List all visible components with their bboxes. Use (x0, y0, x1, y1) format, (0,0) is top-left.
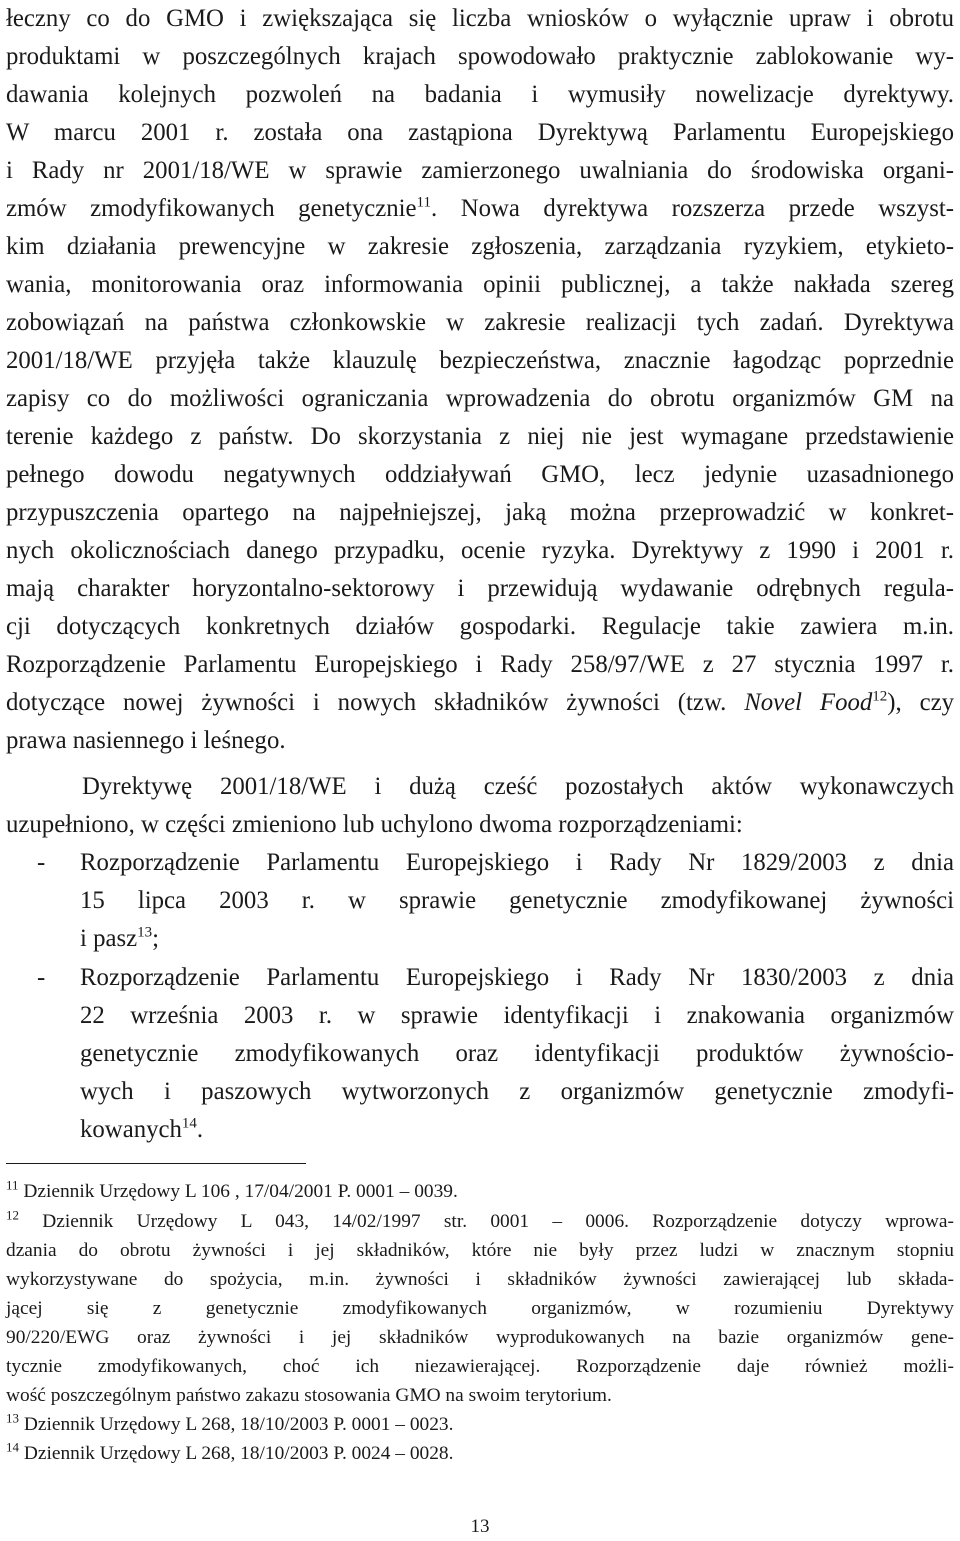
body-text-line: 2001/18/WE przyjęła także klauzulę bezpieczeństwa, znacznie łagodząc poprzednie (6, 347, 954, 374)
footnote-reference: 11 (416, 194, 431, 211)
footnote-number: 11 (6, 1177, 19, 1193)
footnote-reference: 14 (181, 1115, 197, 1132)
footnote-reference: 12 (872, 688, 888, 705)
footnote-line: 90/220/EWG oraz żywności i jej składników wyprodukowanych na bazie organizmów gene- (6, 1327, 954, 1348)
text-segment: ; (152, 925, 160, 952)
list-item-line: 22 września 2003 r. w sprawie identyfikacji i znakowania organizmów (80, 1002, 954, 1029)
footnote-13 (6, 1410, 954, 1437)
footnote-text: Dziennik Urzędowy L 268, 18/10/2003 P. 0024 – 0028. (19, 1443, 454, 1464)
body-text-line: przypuszczenia opartego na najpełniejszej, jaką można przeprowadzić w konkret- (6, 499, 954, 526)
footnote-11 (6, 1177, 954, 1204)
body-text-line: zapisy co do możliwości ograniczania wprowadzenia do obrotu organizmów GM na (6, 385, 954, 412)
body-text-line: W marcu 2001 r. została ona zastąpiona Dyrektywą Parlamentu Europejskiego (6, 119, 954, 146)
body-text-line: wania, monitorowania oraz informowania opinii publicznej, a także nakłada szereg (6, 271, 954, 298)
list-item-line: 15 lipca 2003 r. w sprawie genetycznie zmodyfikowanej żywności (80, 887, 954, 914)
body-text-line: prawa nasiennego i leśnego. (6, 727, 286, 754)
footnote-line: dzania do obrotu żywności i jej składników, które nie były przez ludzi w znacznym stopniu (6, 1240, 954, 1261)
text-segment: dotyczące nowej żywności i nowych składników żywności (tzw. (6, 689, 745, 716)
body-text-line: kim działania prewencyjne w zakresie zgłoszenia, zarządzania ryzykiem, etykieto- (6, 233, 954, 260)
body-text-line (6, 194, 954, 224)
footnote-separator (6, 1163, 306, 1164)
footnote-line: wykorzystywane do spożycia, m.in. żywności i składników żywności zawierającej lub składa- (6, 1269, 954, 1290)
body-text-line: produktami w poszczególnych krajach spowodowało praktycznie zablokowanie wy- (6, 43, 954, 70)
body-text-line: Rozporządzenie Parlamentu Europejskiego i Rady 258/97/WE z 27 stycznia 1997 r. (6, 651, 954, 678)
list-item-line: Rozporządzenie Parlamentu Europejskiego i Rady Nr 1829/2003 z dnia (80, 849, 954, 876)
body-text-line: uzupełniono, w części zmieniono lub uchylono dwoma rozporządzeniami: (6, 811, 743, 838)
footnote-number: 12 (6, 1207, 19, 1223)
footnote-text: Dziennik Urzędowy L 043, 14/02/1997 str. 0001 – 0006. Rozporządzenie dotyczy wprowa- (19, 1211, 954, 1232)
footnote-12 (6, 1207, 954, 1234)
body-text-line: Dyrektywę 2001/18/WE i dużą cześć pozostałych aktów wykonawczych (82, 773, 954, 800)
list-item-line (80, 1115, 954, 1145)
footnote-text: Dziennik Urzędowy L 268, 18/10/2003 P. 0001 – 0023. (19, 1414, 454, 1435)
text-segment: kowanych (80, 1116, 182, 1143)
body-text-line: nych okolicznościach danego przypadku, ocenie ryzyka. Dyrektywy z 1990 i 2001 r. (6, 537, 954, 564)
footnote-line: tycznie zmodyfikowanych, choć ich niezawierającej. Rozporządzenie daje również możli- (6, 1356, 954, 1377)
body-text-line: łeczny co do GMO i zwiększająca się liczba wniosków o wyłącznie upraw i obrotu (6, 5, 954, 32)
text-segment: ), czy (887, 689, 955, 716)
list-item-line: Rozporządzenie Parlamentu Europejskiego i Rady Nr 1830/2003 z dnia (80, 964, 954, 991)
footnote-number: 13 (6, 1410, 19, 1426)
list-bullet: - (37, 849, 46, 876)
body-text-line: terenie każdego z państw. Do skorzystania z niej nie jest wymagane przedstawienie (6, 423, 954, 450)
list-item-line: wych i paszowych wytworzonych z organizmów genetycznie zmodyfi- (80, 1078, 954, 1105)
body-text-line: dawania kolejnych pozwoleń na badania i wymusiły nowelizacje dyrektywy. (6, 81, 954, 108)
body-text-line (6, 688, 954, 718)
footnote-line: jącej się z genetycznie zmodyfikowanych organizmów, w rozumieniu Dyrektywy (6, 1298, 954, 1319)
footnote-reference: 13 (137, 924, 153, 941)
italic-term: Novel Food (744, 689, 873, 716)
footnote-line: wość poszczególnym państwo zakazu stosowania GMO na swoim terytorium. (6, 1385, 612, 1406)
footnote-number: 14 (6, 1439, 19, 1455)
body-text-line: cji dotyczących konkretnych działów gospodarki. Regulacje takie zawiera m.in. (6, 613, 954, 640)
body-text-line: mają charakter horyzontalno-sektorowy i przewidują wydawanie odrębnych regula- (6, 575, 954, 602)
body-text-line: zobowiązań na państwa członkowskie w zakresie realizacji tych zadań. Dyrektywa (6, 309, 954, 336)
text-segment: i pasz (80, 925, 138, 952)
list-bullet: - (37, 964, 46, 991)
list-item-line (80, 924, 954, 954)
body-text-line: i Rady nr 2001/18/WE w sprawie zamierzonego uwalniania do środowiska organi- (6, 157, 954, 184)
text-segment: zmów zmodyfikowanych genetycznie (6, 195, 417, 222)
page-number: 13 (470, 1516, 490, 1537)
body-text-line: pełnego dowodu negatywnych oddziaływań GMO, lecz jedynie uzasadnionego (6, 461, 954, 488)
text-segment: . (196, 1116, 204, 1143)
footnote-14 (6, 1439, 954, 1466)
text-segment: . Nowa dyrektywa rozszerza przede wszyst- (431, 195, 954, 222)
list-item-line: genetycznie zmodyfikowanych oraz identyfikacji produktów żywnościo- (80, 1040, 954, 1067)
footnote-text: Dziennik Urzędowy L 106 , 17/04/2001 P. 0001 – 0039. (18, 1181, 458, 1202)
